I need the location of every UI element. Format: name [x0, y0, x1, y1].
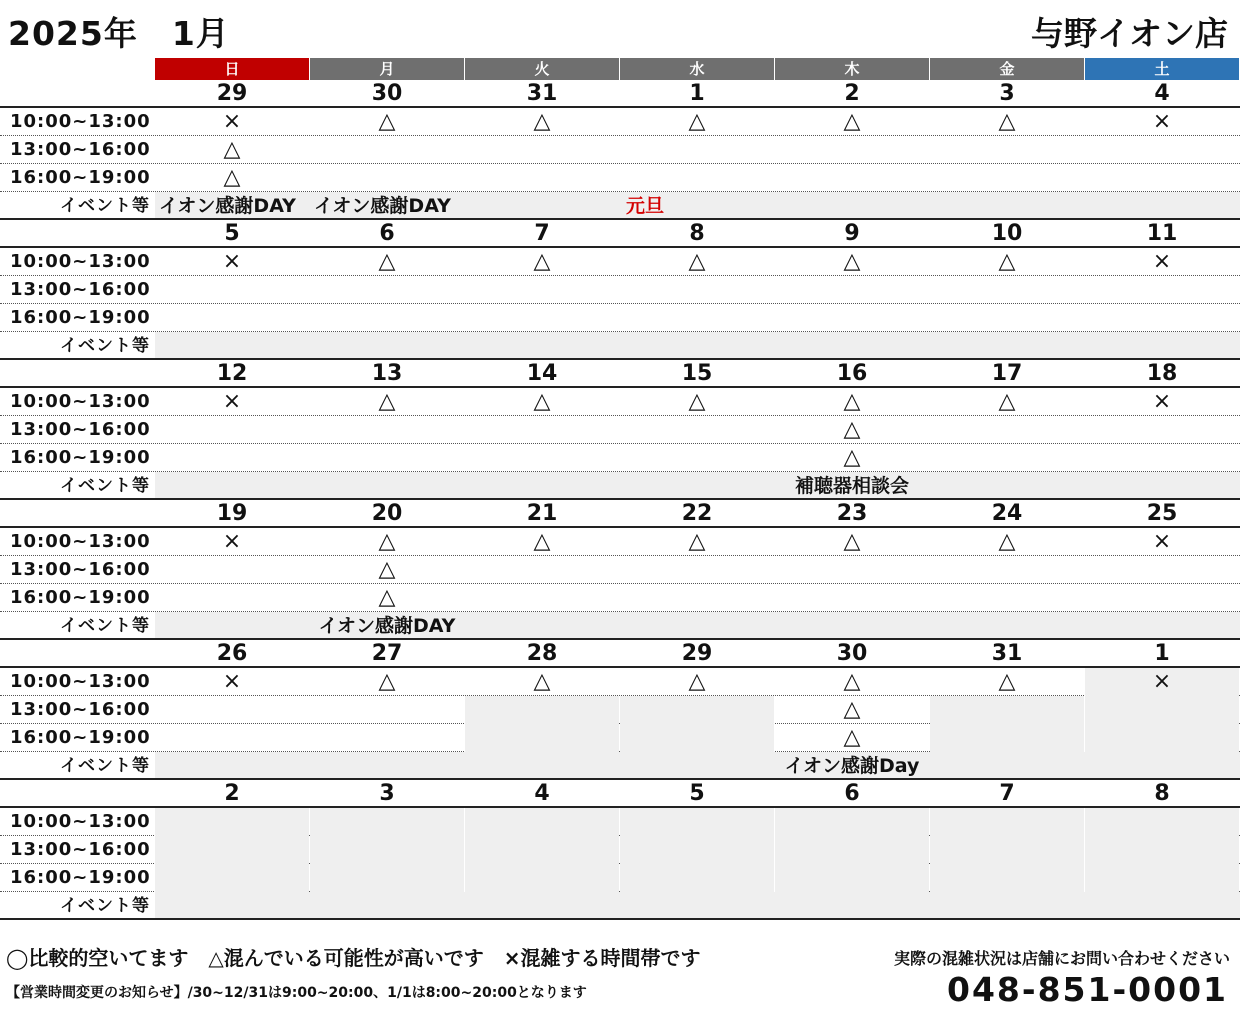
time-slot-row: [0, 584, 1240, 612]
date-cell: 8: [1154, 781, 1170, 806]
availability-cell: △: [843, 249, 861, 274]
time-slot-row: [0, 136, 1240, 164]
availability-cell: [155, 444, 309, 472]
date-cell: 20: [371, 501, 403, 526]
date-cell: 24: [991, 501, 1023, 526]
date-row: [0, 220, 1240, 248]
date-cell: 26: [216, 641, 248, 666]
event-text: イオン感謝DAY: [159, 195, 296, 217]
availability-cell: △: [998, 529, 1016, 554]
date-row: [0, 360, 1240, 388]
date-cell: 30: [371, 81, 403, 106]
availability-cell: △: [843, 109, 861, 134]
availability-cell: △: [688, 669, 706, 694]
event-row: [0, 472, 1240, 500]
availability-cell: [1085, 304, 1239, 332]
availability-cell: [465, 808, 619, 836]
availability-cell: [1085, 584, 1239, 612]
time-slot-label: 13:00~16:00: [10, 419, 151, 440]
availability-cell: [465, 696, 619, 724]
time-slot-row: [0, 248, 1240, 276]
availability-cell: [310, 444, 464, 472]
availability-cell: [1085, 444, 1239, 472]
availability-cell: [930, 584, 1084, 612]
date-cell: 10: [991, 221, 1023, 246]
weekday-cell: 土: [1085, 58, 1239, 80]
event-row: [0, 192, 1240, 220]
time-slot-row: [0, 808, 1240, 836]
availability-cell: △: [223, 165, 241, 190]
date-cell: 2: [224, 781, 240, 806]
weekday-header: [155, 58, 1240, 80]
time-slot-label: 10:00~13:00: [10, 251, 151, 272]
availability-cell: [930, 864, 1084, 892]
time-slot-row: [0, 864, 1240, 892]
time-slot-label: 13:00~16:00: [10, 559, 151, 580]
time-slot-label: 10:00~13:00: [10, 811, 151, 832]
legend: ◯比較的空いてます △混んでいる可能性が高いです ×混雑する時間帯です: [6, 946, 701, 970]
calendar-week: [0, 360, 1240, 500]
availability-cell: △: [533, 249, 551, 274]
date-cell: 7: [999, 781, 1015, 806]
time-slot-label: 16:00~19:00: [10, 307, 151, 328]
availability-cell: [620, 584, 774, 612]
time-slot-label: 13:00~16:00: [10, 699, 151, 720]
event-label: イベント等: [60, 196, 150, 216]
availability-cell: [155, 556, 309, 584]
date-cell: 4: [1154, 81, 1170, 106]
availability-cell: △: [533, 109, 551, 134]
availability-cell: [310, 136, 464, 164]
date-cell: 16: [836, 361, 868, 386]
time-slot-label: 13:00~16:00: [10, 139, 151, 160]
date-cell: 8: [689, 221, 705, 246]
date-cell: 3: [379, 781, 395, 806]
availability-cell: [310, 808, 464, 836]
date-cell: 6: [379, 221, 395, 246]
event-label: イベント等: [60, 336, 150, 356]
weekday-cell: 火: [465, 58, 619, 80]
availability-cell: △: [843, 389, 861, 414]
availability-cell: [620, 444, 774, 472]
availability-cell: △: [378, 557, 396, 582]
availability-cell: △: [688, 109, 706, 134]
date-cell: 27: [371, 641, 403, 666]
time-slot-label: 10:00~13:00: [10, 671, 151, 692]
date-cell: 5: [224, 221, 240, 246]
date-cell: 12: [216, 361, 248, 386]
date-cell: 14: [526, 361, 558, 386]
event-row-background: [155, 892, 1240, 918]
availability-cell: △: [843, 697, 861, 722]
availability-cell: [930, 416, 1084, 444]
event-row-background: [155, 752, 1240, 778]
time-slot-label: 16:00~19:00: [10, 447, 151, 468]
availability-cell: [1085, 696, 1239, 724]
availability-cell: [620, 696, 774, 724]
date-cell: 6: [844, 781, 860, 806]
availability-cell: [310, 416, 464, 444]
availability-cell: [930, 724, 1084, 752]
availability-cell: [775, 276, 929, 304]
availability-cell: △: [378, 249, 396, 274]
availability-cell: [155, 808, 309, 836]
date-cell: 29: [681, 641, 713, 666]
date-cell: 5: [689, 781, 705, 806]
availability-cell: ×: [1085, 668, 1239, 696]
date-row: [0, 80, 1240, 108]
availability-cell: [310, 724, 464, 752]
time-slot-row: [0, 388, 1240, 416]
availability-cell: [930, 836, 1084, 864]
availability-cell: [310, 836, 464, 864]
date-cell: 7: [534, 221, 550, 246]
availability-cell: [620, 164, 774, 192]
time-slot-label: 16:00~19:00: [10, 167, 151, 188]
availability-cell: △: [688, 249, 706, 274]
date-cell: 1: [689, 81, 705, 106]
availability-cell: [155, 836, 309, 864]
time-slot-row: [0, 696, 1240, 724]
availability-cell: ×: [222, 669, 242, 694]
availability-cell: △: [378, 529, 396, 554]
availability-cell: [1085, 416, 1239, 444]
event-row: [0, 892, 1240, 920]
event-label: イベント等: [60, 756, 150, 776]
time-slot-row: [0, 556, 1240, 584]
availability-cell: [1085, 276, 1239, 304]
availability-cell: ×: [1152, 249, 1172, 274]
time-slot-label: 10:00~13:00: [10, 111, 151, 132]
availability-cell: ×: [222, 529, 242, 554]
availability-cell: [465, 276, 619, 304]
availability-cell: [930, 556, 1084, 584]
availability-cell: [465, 584, 619, 612]
availability-cell: [930, 136, 1084, 164]
availability-cell: [620, 836, 774, 864]
date-cell: 21: [526, 501, 558, 526]
date-cell: 4: [534, 781, 550, 806]
time-slot-label: 13:00~16:00: [10, 839, 151, 860]
calendar-week: [0, 80, 1240, 220]
availability-cell: [620, 724, 774, 752]
date-cell: 30: [836, 641, 868, 666]
calendar-week: [0, 500, 1240, 640]
date-cell: 29: [216, 81, 248, 106]
availability-cell: [465, 556, 619, 584]
availability-cell: △: [533, 669, 551, 694]
availability-cell: △: [998, 109, 1016, 134]
availability-cell: ×: [222, 249, 242, 274]
date-cell: 1: [1154, 641, 1170, 666]
availability-cell: △: [843, 725, 861, 750]
time-slot-label: 16:00~19:00: [10, 587, 151, 608]
availability-cell: [155, 276, 309, 304]
event-row-background: [155, 332, 1240, 358]
availability-cell: [775, 836, 929, 864]
event-row: [0, 612, 1240, 640]
availability-cell: [620, 136, 774, 164]
availability-cell: △: [843, 417, 861, 442]
date-row: [0, 640, 1240, 668]
availability-cell: △: [843, 669, 861, 694]
availability-cell: [775, 136, 929, 164]
availability-cell: [155, 584, 309, 612]
availability-cell: △: [378, 109, 396, 134]
date-cell: 9: [844, 221, 860, 246]
availability-cell: [620, 808, 774, 836]
availability-cell: [930, 276, 1084, 304]
availability-cell: [620, 416, 774, 444]
event-row-background: [155, 472, 1240, 498]
availability-cell: [775, 584, 929, 612]
phone-number[interactable]: 048-851-0001: [946, 970, 1228, 1009]
availability-cell: △: [998, 389, 1016, 414]
weekday-cell: 水: [620, 58, 774, 80]
caution-text: 実際の混雑状況は店舗にお問い合わせください: [893, 949, 1230, 968]
date-cell: 31: [526, 81, 558, 106]
event-text: 補聴器相談会: [794, 475, 909, 497]
availability-cell: [155, 696, 309, 724]
availability-cell: ×: [1152, 109, 1172, 134]
time-slot-label: 16:00~19:00: [10, 867, 151, 888]
time-slot-row: [0, 416, 1240, 444]
availability-cell: ×: [222, 389, 242, 414]
availability-cell: [775, 556, 929, 584]
availability-cell: △: [688, 389, 706, 414]
event-label: イベント等: [60, 476, 150, 496]
availability-cell: △: [378, 389, 396, 414]
time-slot-row: [0, 668, 1240, 696]
availability-cell: [775, 164, 929, 192]
availability-cell: [775, 304, 929, 332]
availability-cell: [1085, 864, 1239, 892]
availability-cell: [155, 304, 309, 332]
availability-cell: [465, 864, 619, 892]
availability-cell: [1085, 724, 1239, 752]
date-cell: 18: [1146, 361, 1178, 386]
availability-cell: [310, 164, 464, 192]
date-cell: 31: [991, 641, 1023, 666]
availability-cell: [465, 164, 619, 192]
availability-cell: [465, 724, 619, 752]
availability-cell: [620, 556, 774, 584]
availability-cell: [775, 864, 929, 892]
availability-cell: [1085, 164, 1239, 192]
availability-cell: [930, 304, 1084, 332]
event-row: [0, 332, 1240, 360]
time-slot-row: [0, 304, 1240, 332]
availability-cell: △: [843, 529, 861, 554]
availability-cell: [465, 304, 619, 332]
time-slot-row: [0, 164, 1240, 192]
time-slot-row: [0, 724, 1240, 752]
hours-notice: 【営業時間変更のお知らせ】/30~12/31は9:00~20:00、1/1は8:00~20:00となります: [6, 985, 587, 1001]
weekday-cell: 金: [930, 58, 1084, 80]
availability-cell: [620, 864, 774, 892]
event-row: [0, 752, 1240, 780]
date-row: [0, 780, 1240, 808]
availability-cell: △: [223, 137, 241, 162]
availability-cell: [465, 836, 619, 864]
time-slot-row: [0, 836, 1240, 864]
calendar-week: [0, 220, 1240, 360]
availability-cell: [620, 276, 774, 304]
availability-cell: [310, 304, 464, 332]
availability-cell: [465, 136, 619, 164]
event-text: 元旦: [626, 195, 665, 217]
availability-cell: [465, 416, 619, 444]
availability-cell: [155, 416, 309, 444]
availability-cell: [930, 164, 1084, 192]
time-slot-row: [0, 276, 1240, 304]
availability-cell: [1085, 836, 1239, 864]
availability-cell: ×: [1152, 389, 1172, 414]
weekday-cell: 月: [310, 58, 464, 80]
date-cell: 28: [526, 641, 558, 666]
date-cell: 25: [1146, 501, 1178, 526]
time-slot-label: 16:00~19:00: [10, 727, 151, 748]
availability-cell: △: [998, 249, 1016, 274]
weekday-cell: 木: [775, 58, 929, 80]
event-text: イオン感謝DAY: [318, 615, 456, 637]
month-title: 2025年 1月: [8, 14, 230, 53]
time-slot-label: 10:00~13:00: [10, 531, 151, 552]
time-slot-label: 10:00~13:00: [10, 391, 151, 412]
availability-cell: △: [533, 389, 551, 414]
date-cell: 13: [371, 361, 403, 386]
time-slot-row: [0, 108, 1240, 136]
date-cell: 11: [1146, 221, 1178, 246]
date-cell: 2: [844, 81, 860, 106]
availability-cell: [620, 304, 774, 332]
availability-cell: [155, 864, 309, 892]
availability-cell: [155, 724, 309, 752]
availability-cell: [775, 808, 929, 836]
availability-cell: [930, 696, 1084, 724]
date-cell: 3: [999, 81, 1015, 106]
availability-cell: △: [688, 529, 706, 554]
date-cell: 17: [991, 361, 1023, 386]
date-row: [0, 500, 1240, 528]
availability-cell: [930, 808, 1084, 836]
event-label: イベント等: [60, 896, 150, 916]
calendar-week: [0, 640, 1240, 780]
date-cell: 19: [216, 501, 248, 526]
availability-cell: [310, 864, 464, 892]
availability-cell: △: [378, 585, 396, 610]
availability-cell: [1085, 556, 1239, 584]
availability-cell: [1085, 136, 1239, 164]
time-slot-label: 13:00~16:00: [10, 279, 151, 300]
availability-cell: [1085, 808, 1239, 836]
availability-cell: ×: [1152, 529, 1172, 554]
event-text: イオン感謝DAY: [314, 195, 451, 217]
date-cell: 23: [836, 501, 868, 526]
availability-cell: △: [378, 669, 396, 694]
availability-cell: [465, 444, 619, 472]
availability-cell: △: [533, 529, 551, 554]
weekday-cell: 日: [155, 58, 309, 80]
availability-cell: ×: [222, 109, 242, 134]
store-name: 与野イオン店: [1030, 14, 1228, 53]
event-text: イオン感謝Day: [784, 755, 920, 777]
event-label: イベント等: [60, 616, 150, 636]
availability-cell: [310, 276, 464, 304]
availability-cell: △: [998, 669, 1016, 694]
time-slot-row: [0, 528, 1240, 556]
calendar-week: [0, 780, 1240, 920]
time-slot-row: [0, 444, 1240, 472]
availability-cell: [310, 696, 464, 724]
availability-cell: [930, 444, 1084, 472]
date-cell: 22: [681, 501, 713, 526]
availability-cell: △: [843, 445, 861, 470]
date-cell: 15: [681, 361, 713, 386]
